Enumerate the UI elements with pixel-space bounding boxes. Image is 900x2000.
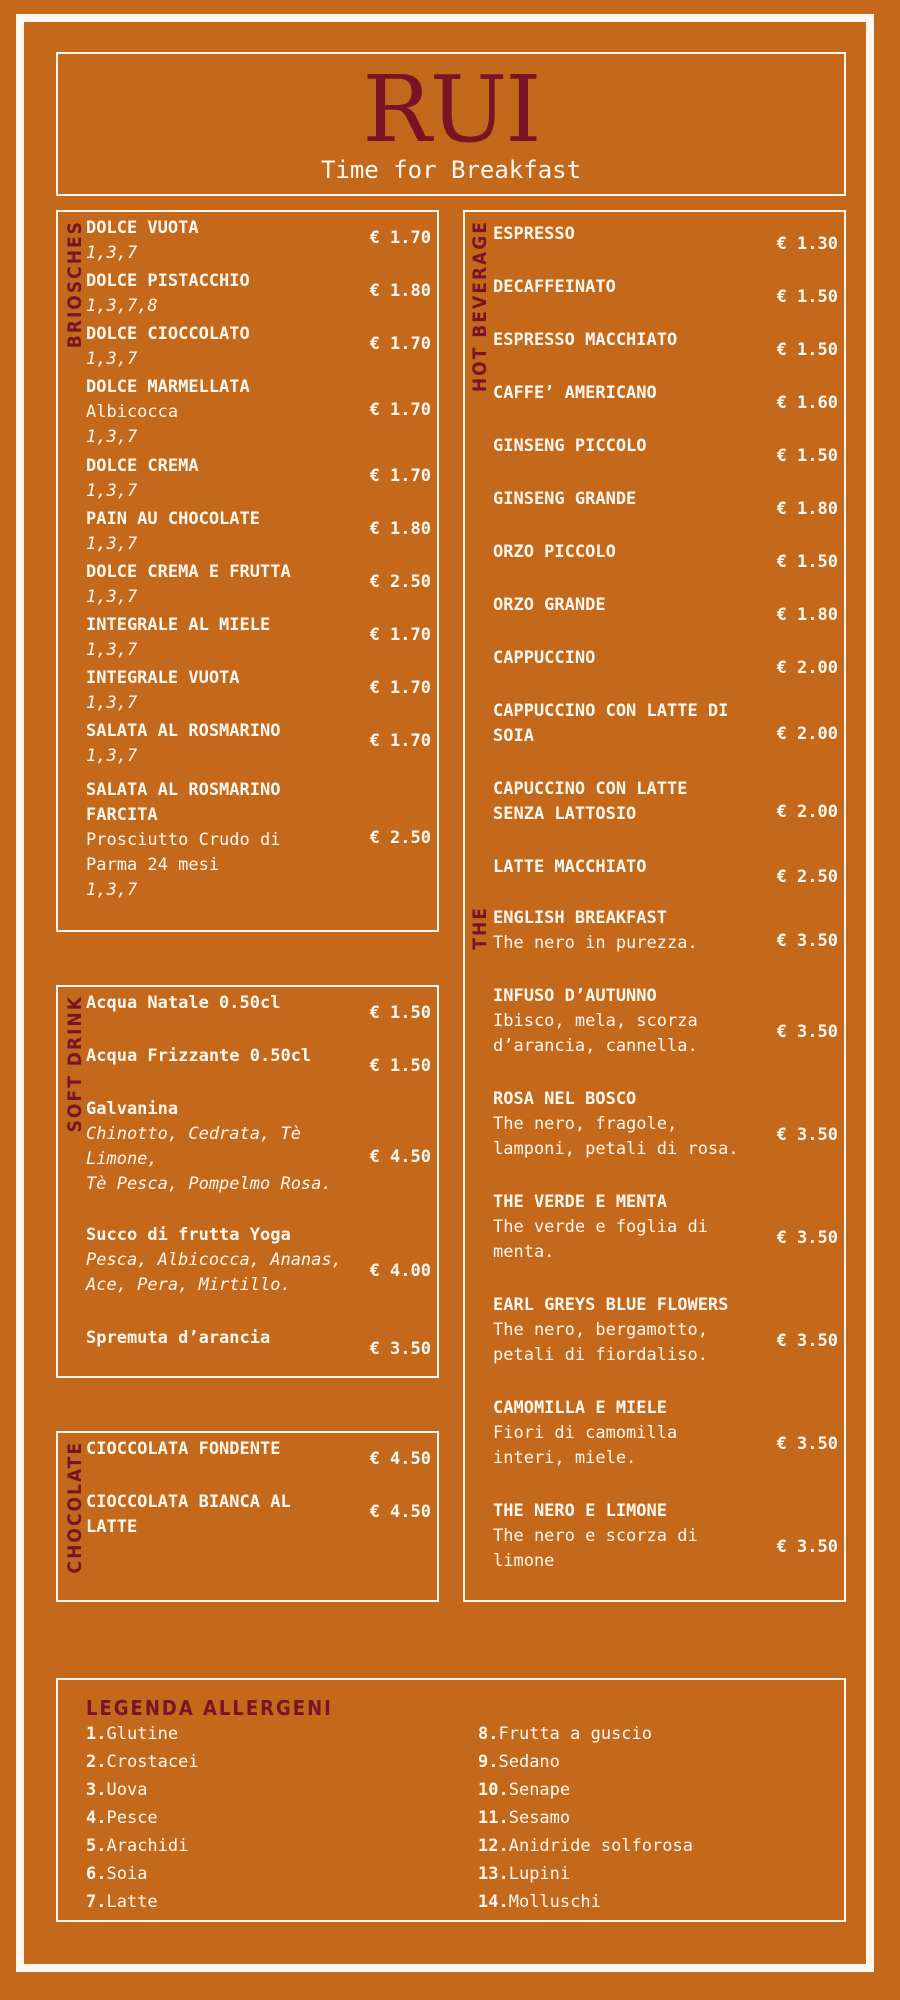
legend-label: Anidride solforosa (508, 1836, 693, 1856)
item-name: CAPUCCINO CON LATTE SENZA LATTOSIO (493, 779, 688, 824)
item-name: ORZO GRANDE (493, 595, 606, 615)
legend-item (86, 1720, 199, 1748)
item-name: CAFFE’ AMERICANO (493, 383, 657, 403)
legend-label: Sedano (498, 1752, 560, 1772)
menu-item (493, 777, 743, 827)
item-price: € 1.80 (776, 605, 838, 625)
item-name: Acqua Frizzante 0.50cl (86, 1046, 312, 1066)
legend-label: Crostacei (106, 1752, 199, 1772)
item-allergens: 1,3,7 (86, 587, 138, 607)
item-price: € 1.80 (776, 499, 838, 519)
item-price: € 2.00 (776, 658, 838, 678)
item-name: ROSA NEL BOSCO (493, 1089, 637, 1109)
menu-item (493, 275, 753, 300)
item-name: DOLCE PISTACCHIO (86, 271, 250, 291)
menu-item (493, 906, 768, 956)
brioches-section (56, 210, 439, 932)
section-label-soft-drink: SOFT DRINK (64, 995, 86, 1133)
menu-item (493, 1087, 768, 1162)
item-price: € 2.00 (776, 802, 838, 822)
item-name: DECAFFEINATO (493, 277, 616, 297)
item-name: SALATA AL ROSMARINO (86, 721, 281, 741)
menu-item (493, 381, 753, 406)
menu-item (493, 1190, 733, 1265)
section-label-chocolate: CHOCOLATE (64, 1441, 86, 1574)
legend-label: Frutta a guscio (498, 1724, 653, 1744)
legend-label: Molluschi (508, 1892, 601, 1912)
item-description: Chinotto, Cedrata, Tè Limone, Tè Pesca, Pompelmo Rosa. (86, 1124, 332, 1194)
legend-number: 13. (478, 1864, 509, 1884)
item-price: € 3.50 (776, 1125, 838, 1145)
item-price: € 1.50 (776, 340, 838, 360)
item-name: LATTE MACCHIATO (493, 857, 647, 877)
soft-drink-section (56, 985, 439, 1378)
section-label-the: THE (469, 906, 491, 950)
item-price: € 1.30 (776, 234, 838, 254)
item-description: Prosciutto Crudo di Parma 24 mesi (86, 830, 281, 875)
menu-item (86, 1223, 356, 1298)
item-name: THE VERDE E MENTA (493, 1192, 667, 1212)
item-price: € 2.50 (776, 867, 838, 887)
item-name: DOLCE CIOCCOLATO (86, 324, 250, 344)
item-name: ORZO PICCOLO (493, 542, 616, 562)
item-price: € 1.70 (369, 228, 431, 248)
item-name: CIOCCOLATA FONDENTE (86, 1439, 281, 1459)
menu-item (86, 1097, 356, 1197)
legend-number: 11. (478, 1808, 509, 1828)
legend-label: Latte (106, 1892, 158, 1912)
legend-number: 6. (86, 1864, 107, 1884)
menu-item (493, 540, 753, 565)
item-allergens: 1,3,7 (86, 243, 138, 263)
item-description: Ibisco, mela, scorza d’arancia, cannella. (493, 1011, 698, 1056)
item-name: DOLCE VUOTA (86, 218, 199, 238)
header-box (56, 52, 846, 196)
item-allergens: 1,3,7 (86, 693, 138, 713)
item-allergens: 1,3,7 (86, 349, 138, 369)
item-price: € 3.50 (369, 1339, 431, 1359)
item-allergens: 1,3,7 (86, 640, 138, 660)
item-description: The nero e scorza di limone (493, 1526, 698, 1571)
legend-item (478, 1804, 693, 1832)
item-name: CAPPUCCINO (493, 648, 596, 668)
item-name: EARL GREYS BLUE FLOWERS (493, 1295, 729, 1315)
legend-number: 5. (86, 1836, 107, 1856)
legend-item (478, 1748, 693, 1776)
item-price: € 3.50 (776, 1331, 838, 1351)
item-price: € 3.50 (776, 1022, 838, 1042)
menu-item (493, 855, 753, 880)
menu-item (86, 1490, 316, 1540)
item-price: € 2.50 (369, 828, 431, 848)
section-label-brioches: BRIOSCHES (64, 220, 86, 349)
legend-number: 3. (86, 1780, 107, 1800)
item-name: GINSENG PICCOLO (493, 436, 647, 456)
item-price: € 4.00 (369, 1261, 431, 1281)
item-name: INTEGRALE VUOTA (86, 668, 240, 688)
item-price: € 2.50 (369, 572, 431, 592)
item-price: € 1.70 (369, 466, 431, 486)
item-name: PAIN AU CHOCOLATE (86, 509, 260, 529)
legend-number: 4. (86, 1808, 107, 1828)
item-price: € 4.50 (369, 1147, 431, 1167)
legend-column-left (86, 1720, 199, 1916)
item-price: € 3.50 (776, 1537, 838, 1557)
hot-beverage-section (463, 210, 846, 1602)
item-allergens: 1,3,7 (86, 746, 138, 766)
legend-label: Senape (508, 1780, 571, 1800)
item-price: € 1.50 (776, 287, 838, 307)
item-description: The nero, bergamotto, petali di fiordaliso. (493, 1320, 708, 1365)
legend-title: LEGENDA ALLERGENI (86, 1696, 333, 1720)
item-price: € 1.50 (369, 1003, 431, 1023)
legend-item (86, 1860, 199, 1888)
item-name: Galvanina (86, 1099, 179, 1119)
legend-label: Pesce (106, 1808, 158, 1828)
item-allergens: 1,3,7 (86, 427, 138, 447)
legend-label: Lupini (508, 1864, 571, 1884)
menu-item (493, 1293, 768, 1368)
item-name: ESPRESSO (493, 224, 575, 244)
legend-number: 9. (478, 1752, 499, 1772)
restaurant-subtitle: Time for Breakfast (320, 156, 582, 184)
item-price: € 1.50 (776, 446, 838, 466)
legend-item (86, 1804, 199, 1832)
item-price: € 3.50 (776, 1228, 838, 1248)
item-name: CIOCCOLATA BIANCA AL LATTE (86, 1492, 291, 1537)
item-allergens: 1,3,7 (86, 880, 138, 900)
legend-number: 14. (478, 1892, 509, 1912)
item-name: GINSENG GRANDE (493, 489, 637, 509)
item-description: The nero in purezza. (493, 933, 698, 953)
item-price: € 1.50 (369, 1056, 431, 1076)
legend-label: Glutine (106, 1724, 179, 1744)
legend-item (86, 1888, 199, 1916)
item-price: € 1.70 (369, 334, 431, 354)
item-name: SALATA AL ROSMARINO FARCITA (86, 780, 281, 825)
item-price: € 1.70 (369, 400, 431, 420)
menu-item (493, 1499, 733, 1574)
menu-item (493, 984, 768, 1059)
menu-item (493, 328, 753, 353)
legend-number: 2. (86, 1752, 107, 1772)
item-name: ENGLISH BREAKFAST (493, 908, 667, 928)
menu-item (493, 646, 753, 671)
item-price: € 1.50 (776, 552, 838, 572)
item-name: DOLCE CREMA E FRUTTA (86, 562, 291, 582)
item-price: € 1.80 (369, 281, 431, 301)
legend-item (478, 1888, 693, 1916)
item-name: THE NERO E LIMONE (493, 1501, 667, 1521)
item-price: € 3.50 (776, 1434, 838, 1454)
legend-item (86, 1776, 199, 1804)
menu-item (493, 434, 753, 459)
legend-item (86, 1832, 199, 1860)
item-name: CAPPUCCINO CON LATTE DI SOIA (493, 701, 729, 746)
item-name: INFUSO D’AUTUNNO (493, 986, 657, 1006)
item-description: Pesca, Albicocca, Ananas, Ace, Pera, Mirtillo. (86, 1250, 342, 1295)
menu-item (86, 778, 301, 903)
item-name: CAMOMILLA E MIELE (493, 1398, 667, 1418)
legend-item (478, 1776, 693, 1804)
item-price: € 1.70 (369, 731, 431, 751)
item-name: ESPRESSO MACCHIATO (493, 330, 678, 350)
item-description: The verde e foglia di menta. (493, 1217, 708, 1262)
legend-number: 1. (86, 1724, 107, 1744)
chocolate-section (56, 1431, 439, 1602)
legend-item (86, 1748, 199, 1776)
legend-label: Sesamo (508, 1808, 571, 1828)
legend-item (478, 1720, 693, 1748)
section-label-hot-beverage: HOT BEVERAGE (469, 220, 491, 393)
menu-item (493, 699, 763, 749)
item-price: € 1.70 (369, 678, 431, 698)
item-name: Succo di frutta Yoga (86, 1225, 291, 1245)
item-allergens: 1,3,7 (86, 481, 138, 501)
legend-number: 12. (478, 1836, 509, 1856)
item-price: € 2.00 (776, 724, 838, 744)
item-price: € 3.50 (776, 931, 838, 951)
menu-item (493, 1396, 733, 1471)
legend-item (478, 1832, 693, 1860)
item-description: Fiori di camomilla interi, miele. (493, 1423, 678, 1468)
item-price: € 1.80 (369, 519, 431, 539)
legend-number: 10. (478, 1780, 509, 1800)
item-name: Spremuta d’arancia (86, 1328, 271, 1348)
item-description: The nero, fragole, lamponi, petali di rosa. (493, 1114, 739, 1159)
legend-item (478, 1860, 693, 1888)
restaurant-title: RUI (362, 56, 540, 163)
item-price: € 4.50 (369, 1449, 431, 1469)
legend-label: Arachidi (106, 1836, 189, 1856)
menu-item (493, 593, 753, 618)
menu-item (493, 222, 753, 247)
item-name: DOLCE MARMELLATA (86, 377, 250, 397)
legend-column-right (478, 1720, 693, 1916)
legend-label: Uova (106, 1780, 148, 1800)
menu-item (493, 487, 753, 512)
item-price: € 1.60 (776, 393, 838, 413)
allergen-legend (56, 1678, 846, 1922)
legend-label: Soia (106, 1864, 148, 1884)
legend-number: 8. (478, 1724, 499, 1744)
item-description: Albicocca (86, 402, 179, 422)
item-price: € 1.70 (369, 625, 431, 645)
item-name: DOLCE CREMA (86, 456, 199, 476)
item-price: € 4.50 (369, 1502, 431, 1522)
item-allergens: 1,3,7,8 (86, 296, 158, 316)
item-allergens: 1,3,7 (86, 534, 138, 554)
item-name: Acqua Natale 0.50cl (86, 993, 281, 1013)
item-name: INTEGRALE AL MIELE (86, 615, 271, 635)
legend-number: 7. (86, 1892, 107, 1912)
